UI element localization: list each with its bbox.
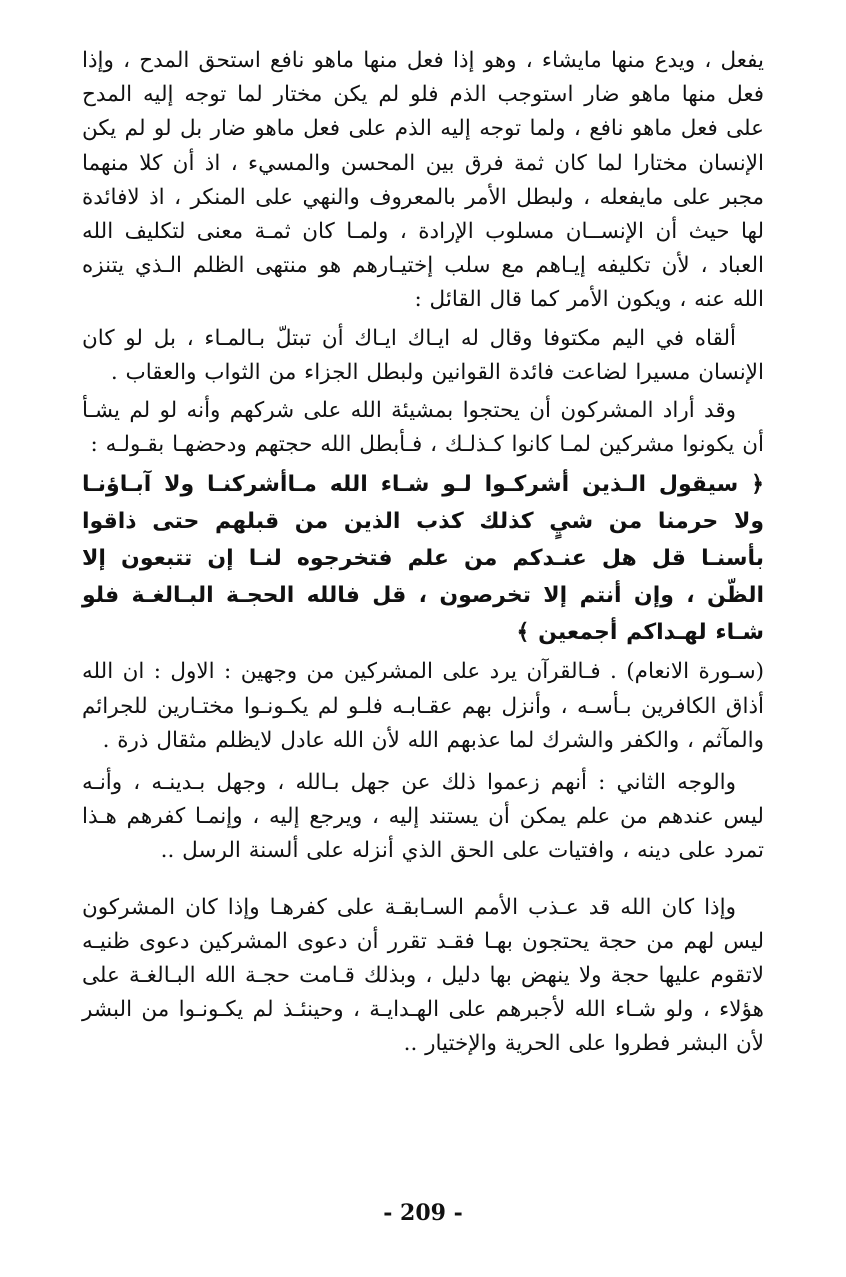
paragraph-conclusion: وإذا كان الله قد عـذب الأمم السـابقـة على كفرهـا وإذا كان المشركون ليس لهم من حجة يحتجون بهـا فقـد تقرر أن دعوى المشركين دعوى ظنيـه لاتقوم عليها حجة ولا ينهض بها دليل ، وبذلك قـامت حجـة الله البـالغـة على هؤلاء ، ولو شـاء الله لأجبرهم على الهـدايـة ، وحينئـذ لم يكـونـوا من البشر لأن البشر فطروا على الحرية والإختيار .. bbox=[82, 894, 764, 1057]
page-number: - 209 - bbox=[383, 1200, 463, 1226]
paragraph-poem-verse: ألقاه في اليم مكتوفا وقال له ايـاك ايـاك أن تبتلّ بـالمـاء ، بل لو كان الإنسان مسيرا لضاعت فائدة القوانين ولبطل الجزاء من الثواب والعقاب . bbox=[82, 325, 764, 385]
page-body bbox=[82, 44, 764, 1062]
paragraph-second-response: والوجه الثاني : أنهم زعموا ذلك عن جهل بـالله ، وجهل بـدينـه ، وأنـه ليس عندهم من علم يمكن أن يستند إليه ، ويرجع إليه ، وإنمـا كفرهم هـذا تمرد على دينه ، وافتيات على الحق الذي أنزله على ألسنة الرسل .. bbox=[82, 770, 764, 864]
quran-verse: ﴿ سيقول الـذين أشركـوا لـو شـاء الله مـاأشركنـا ولا آبـاؤنـا ولا حرمنا من شيٍ كذلك كذب الذين من قبلهم حتى ذاقوا بأسنـا قل هل عنـدكم من علم فتخرجوه لنـا إن تتبعون إلا الظّن ، وإن أنتم إلا تخرصون ، قل فالله الحجـة البـالغـة فلو شـاء لهـداكم أجمعين ﴾ bbox=[82, 472, 764, 646]
paragraph-first-response: (سـورة الانعام) . فـالقرآن يرد على المشركين من وجهين : الاول : ان الله أذاق الكافرين بـأسـه ، وأنزل بهم عقـابـه فلـو لم يكـونـوا مختـارين للجرائم والمآثم ، والكفر والشرك لما عذبهم الله لأن الله عادل لايظلم مثقال ذرة . bbox=[82, 659, 764, 753]
paragraph-free-will: يفعل ، ويدع منها مايشاء ، وهو إذا فعل منها ماهو نافع استحق المدح ، وإذا فعل منها ماهو ضار استوجب الذم فلو لم يكن مختار لما توجه إليه المدح على فعل ماهو نافع ، ولما توجه إليه الذم على فعل ماهو ضار بل لو لم يكن الإنسان مختارا لما كان ثمة فرق بين المحسن والمسيء ، اذ أن كلا منهما مجبر على مايفعله ، ولبطل الأمر بالمعروف والنهي على المنكر ، اذ لافائدة لها حيث أن الإنســان مسلوب الإرادة ، ولمـا كان ثمـة معنى لتكليف الله العباد ، لأن تكليفه إيـاهم مع سلب إختيـارهم هو منتهى الظلم الـذي يتنزه الله عنه ، ويكون الأمر كما قال القائل : bbox=[82, 48, 764, 313]
paragraph-polytheists-argument: وقد أراد المشركون أن يحتجوا بمشيئة الله على شركهم وأنه لو لم يشـأ أن يكونوا مشركين لمـا كانوا كـذلـك ، فـأبطل الله حجتهم ودحضهـا بقـولـه : bbox=[82, 398, 764, 458]
